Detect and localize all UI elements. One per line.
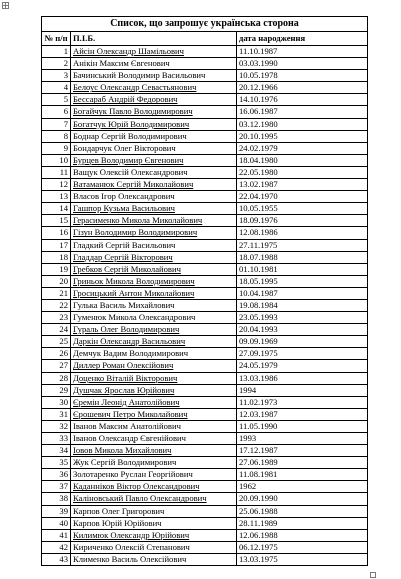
table-row [42,505,368,517]
name-text: Гашпор Кузьма Васильович [73,203,176,214]
name-text: Єрошевич Петро Миколайович [73,408,188,419]
table-header-row [42,32,368,46]
cell-date: 03.12.1980 [237,118,368,130]
name-text: Іовов Микола Михайлович [73,445,172,456]
cell-date: 11.05.1990 [237,420,368,432]
name-text: Килимюк Олександр Юрійович [73,529,190,540]
cell-date: 13.03.1975 [237,553,368,565]
name-text: Каданніков Віктор Олександрович [73,481,200,492]
cell-date: 06.12.1975 [237,541,368,553]
cell-num: 2 [42,58,71,70]
cell-num: 13 [42,191,71,203]
cell-name [71,287,237,299]
cell-date: 17.12.1987 [237,445,368,457]
table-row [42,360,368,372]
cell-num: 10 [42,154,71,166]
cell-num: 40 [42,517,71,529]
cell-date: 10.05.1955 [237,203,368,215]
cell-date: 22.04.1970 [237,191,368,203]
table-row [42,166,368,178]
table-row [42,348,368,360]
table-row [42,312,368,324]
table-row [42,420,368,432]
cell-num: 7 [42,118,71,130]
name-text: Богатчук Юрій Володимирович [73,118,190,129]
table-row [42,106,368,118]
cell-num: 31 [42,408,71,420]
cell-date: 27.11.1975 [237,239,368,251]
table-row [42,517,368,529]
cell-name [71,336,237,348]
table-row [42,179,368,191]
cell-name [71,215,237,227]
name-text: Бурцев Володимир Євгенович [73,154,184,165]
cell-num: 12 [42,179,71,191]
cell-date: 19.08.1984 [237,299,368,311]
cell-date: 18.05.1995 [237,275,368,287]
cell-name [71,481,237,493]
cell-num: 25 [42,336,71,348]
name-text: Єремін Леонід Анатолійович [73,396,180,407]
cell-name [71,82,237,94]
cell-date: 11.10.1987 [237,46,368,58]
table-row [42,445,368,457]
cell-num: 17 [42,239,71,251]
cell-name [71,445,237,457]
table-row [42,58,368,70]
table-row [42,203,368,215]
table-row [42,493,368,505]
cell-num: 30 [42,396,71,408]
table-row [42,191,368,203]
cell-name: Анікін Максим Євгенович [71,58,237,70]
name-text: Душчак Ярослав Юрійович [73,384,175,395]
cell-name: Гулька Василь Михайлович [71,299,237,311]
cell-num: 3 [42,70,71,82]
cell-name: Іванов Олександр Євгенійович [71,433,237,445]
name-text: Гладдар Сергій Вікторович [73,251,173,262]
name-text: Диллер Роман Олексійович [73,360,174,371]
cell-num: 43 [42,553,71,565]
cell-date: 25.06.1988 [237,505,368,517]
name-text: Богайчук Павло Володимирович [73,106,193,117]
table-body [42,46,368,566]
table-row [42,275,368,287]
cell-num: 15 [42,215,71,227]
cell-date: 1994 [237,384,368,396]
table-row [42,263,368,275]
cell-name: Боднар Сергій Володимирович [71,130,237,142]
cell-date: 18.09.1976 [237,215,368,227]
cell-date: 18.04.1980 [237,154,368,166]
cell-date: 20.04.1993 [237,324,368,336]
table-row [42,457,368,469]
cell-date: 20.12.1966 [237,82,368,94]
table-row [42,396,368,408]
table-row [42,336,368,348]
cell-num: 42 [42,541,71,553]
table-title: Список, що запрошує українська сторона [42,17,368,32]
table-row [42,287,368,299]
cell-name [71,94,237,106]
cell-name: Власов Ігор Олександрович [71,191,237,203]
cell-name [71,493,237,505]
cell-date: 10.04.1987 [237,287,368,299]
cell-name: Гладкий Сергій Васильович [71,239,237,251]
table-row [42,46,368,58]
name-text: Гриньок Микола Володимирович [73,275,195,286]
cell-num: 38 [42,493,71,505]
name-text: Даркін Олександр Васильович [73,336,186,347]
cell-date: 13.03.1986 [237,372,368,384]
cell-num: 33 [42,433,71,445]
cell-num: 4 [42,82,71,94]
cell-date: 12.06.1988 [237,529,368,541]
name-text: Гізун Володимир Володимирович [73,227,198,238]
cell-date: 27.06.1989 [237,457,368,469]
cell-num: 14 [42,203,71,215]
cell-name: Іванов Максим Анатолійович [71,420,237,432]
cell-date: 23.05.1993 [237,312,368,324]
name-text: Гураль Олег Володимирович [73,324,180,335]
cell-name: Жук Сергій Володимирович [71,457,237,469]
name-text: Каліновський Павло Олександрович [73,493,207,504]
cell-date: 03.03.1990 [237,58,368,70]
cell-date: 16.06.1987 [237,106,368,118]
cell-name [71,203,237,215]
table-row [42,70,368,82]
header-num: № п/п [42,32,71,46]
cell-num: 1 [42,46,71,58]
cell-num: 23 [42,312,71,324]
cell-num: 5 [42,94,71,106]
cell-num: 39 [42,505,71,517]
name-text: Бессараб Андрій Федорович [73,94,178,105]
table-row [42,384,368,396]
name-text: Гросицький Антон Миколайович [73,287,195,298]
cell-name [71,324,237,336]
table-row [42,239,368,251]
table-row [42,82,368,94]
table-row [42,553,368,565]
cell-num: 34 [42,445,71,457]
cell-name [71,263,237,275]
cell-name [71,179,237,191]
cell-name: Бондарчук Олег Вікторович [71,142,237,154]
table-row [42,118,368,130]
cell-name [71,372,237,384]
cell-num: 20 [42,275,71,287]
cell-name [71,106,237,118]
cell-name [71,118,237,130]
table-row [42,94,368,106]
cell-name: Кириченко Олексій Степанович [71,541,237,553]
table-row [42,324,368,336]
cell-date: 10.05.1978 [237,70,368,82]
cell-num: 24 [42,324,71,336]
cell-name [71,154,237,166]
people-table [41,16,368,566]
table-move-handle-icon[interactable] [2,2,9,9]
cell-date: 14.10.1976 [237,94,368,106]
cell-date: 20.10.1995 [237,130,368,142]
cell-num: 37 [42,481,71,493]
cell-num: 22 [42,299,71,311]
cell-name [71,251,237,263]
cell-date: 18.07.1988 [237,251,368,263]
cell-num: 16 [42,227,71,239]
cell-date: 12.08.1986 [237,227,368,239]
cell-date: 01.10.1981 [237,263,368,275]
cell-num: 27 [42,360,71,372]
cell-date: 11.08.1981 [237,469,368,481]
cell-date: 28.11.1989 [237,517,368,529]
cell-name: Карпов Юрій Юрійович [71,517,237,529]
cell-name: Демчук Вадим Володимирович [71,348,237,360]
cell-date: 13.02.1987 [237,179,368,191]
cell-date: 20.09.1990 [237,493,368,505]
table-row [42,130,368,142]
cell-num: 8 [42,130,71,142]
table-row [42,433,368,445]
table-row [42,469,368,481]
header-date: дата народження [237,32,368,46]
cell-date: 22.05.1980 [237,166,368,178]
cell-num: 29 [42,384,71,396]
table-row [42,154,368,166]
cell-num: 36 [42,469,71,481]
cell-date: 11.02.1973 [237,396,368,408]
table-row [42,529,368,541]
cell-date: 1962 [237,481,368,493]
name-text: Ватаманюк Сергій Миколайович [73,179,194,190]
name-text: Герасименко Микола Миколайович [73,215,203,226]
cell-num: 26 [42,348,71,360]
cell-date: 24.05.1979 [237,360,368,372]
cell-date: 1993 [237,433,368,445]
cell-date: 12.03.1987 [237,408,368,420]
cell-name [71,227,237,239]
cell-name [71,396,237,408]
cell-num: 18 [42,251,71,263]
cell-num: 19 [42,263,71,275]
cell-name [71,408,237,420]
cell-num: 9 [42,142,71,154]
cell-name: Клименко Василь Олексійович [71,553,237,565]
cell-num: 11 [42,166,71,178]
cell-name: Золотаренко Руслан Георгійович [71,469,237,481]
name-text: Гребков Сергій Миколайович [73,263,181,274]
cell-num: 6 [42,106,71,118]
table-row [42,372,368,384]
table-resize-handle-icon[interactable] [370,572,376,578]
cell-date: 27.09.1975 [237,348,368,360]
table-row [42,481,368,493]
cell-num: 21 [42,287,71,299]
name-text: Белоус Олександр Севастьянович [73,82,197,93]
cell-name [71,384,237,396]
name-text: Айсін Олександр Шамільович [73,46,184,56]
cell-num: 32 [42,420,71,432]
header-name: П.І.Б. [71,32,237,46]
cell-name [71,529,237,541]
table-row [42,408,368,420]
table-row [42,142,368,154]
cell-num: 35 [42,457,71,469]
name-text: Доценко Віталій Вікторович [73,372,178,383]
table-row [42,299,368,311]
table-row [42,215,368,227]
cell-num: 28 [42,372,71,384]
cell-name [71,46,237,58]
cell-name: Карпов Олег Григорович [71,505,237,517]
table-row [42,227,368,239]
table-row [42,251,368,263]
cell-date: 24.02.1979 [237,142,368,154]
cell-name [71,275,237,287]
cell-name [71,360,237,372]
cell-name: Гуменюк Микола Олександрович [71,312,237,324]
cell-name: Бачинський Володимир Васильович [71,70,237,82]
table-title-row [42,17,368,32]
cell-name: Ващук Олексій Олександрович [71,166,237,178]
table-row [42,541,368,553]
cell-date: 09.09.1969 [237,336,368,348]
cell-num: 41 [42,529,71,541]
